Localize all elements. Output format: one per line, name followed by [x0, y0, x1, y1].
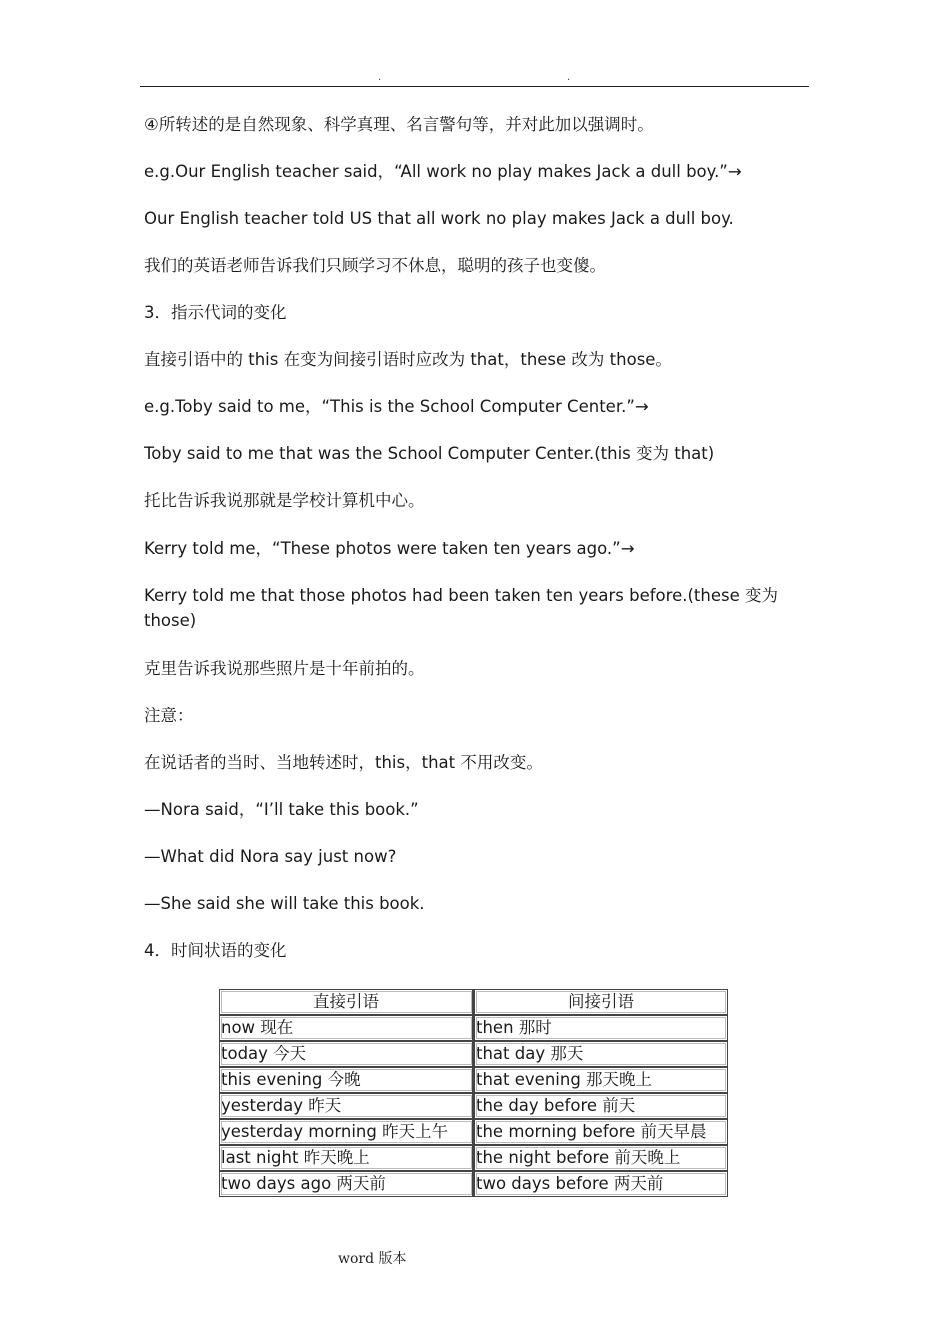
table-row: [219, 1093, 728, 1119]
paragraph: 直接引语中的 this 在变为间接引语时应改为 that，these 改为 those。: [144, 350, 672, 369]
table-cell: that evening 那天晚上: [474, 1067, 728, 1093]
table-cell: now 现在: [219, 1015, 474, 1041]
paragraph: 克里告诉我说那些照片是十年前拍的。: [144, 659, 425, 678]
time-adverbial-table: [219, 989, 728, 1197]
section-heading: 4．时间状语的变化: [144, 941, 287, 960]
header-rule: [140, 86, 809, 87]
dialogue-line: —She said she will take this book.: [144, 894, 425, 913]
table-cell: the night before 前天晚上: [474, 1145, 728, 1171]
paragraph: Kerry told me，“These photos were taken ten years ago.”→: [144, 539, 635, 558]
paragraph: Our English teacher told US that all work no play makes Jack a dull boy.: [144, 209, 734, 228]
header-dot-left: .: [378, 72, 382, 83]
table-cell: the day before 前天: [474, 1093, 728, 1119]
table-header-cell: 间接引语: [474, 989, 728, 1015]
paragraph: e.g.Our English teacher said，“All work no play makes Jack a dull boy.”→: [144, 162, 742, 181]
dialogue-line: —Nora said，“I’ll take this book.”: [144, 800, 419, 819]
note-label: 注意：: [144, 706, 194, 725]
page-footer: word 版本: [338, 1251, 407, 1267]
paragraph: ④所转述的是自然现象、科学真理、名言警句等，并对此加以强调时。: [144, 115, 654, 134]
paragraph: 托比告诉我说那就是学校计算机中心。: [144, 491, 425, 510]
paragraph: 我们的英语老师告诉我们只顾学习不休息，聪明的孩子也变傻。: [144, 256, 606, 275]
paragraph: e.g.Toby said to me，“This is the School Computer Center.”→: [144, 397, 649, 416]
paragraph: Toby said to me that was the School Computer Center.(this 变为 that): [144, 444, 715, 463]
table-cell: the morning before 前天早晨: [474, 1119, 728, 1145]
table-cell: yesterday 昨天: [219, 1093, 474, 1119]
table-row: [219, 1041, 728, 1067]
table-cell: last night 昨天晚上: [219, 1145, 474, 1171]
table-cell: two days before 两天前: [474, 1171, 728, 1197]
table-header-cell: 直接引语: [219, 989, 474, 1015]
table-row: [219, 1145, 728, 1171]
table-row: [219, 1171, 728, 1197]
table-cell: yesterday morning 昨天上午: [219, 1119, 474, 1145]
table-header-row: [219, 989, 728, 1015]
table-cell: that day 那天: [474, 1041, 728, 1067]
table-cell: today 今天: [219, 1041, 474, 1067]
table-row: [219, 1015, 728, 1041]
paragraph: Kerry told me that those photos had been taken ten years before.(these 变为 those): [144, 586, 778, 630]
table-row: [219, 1067, 728, 1093]
paragraph: 在说话者的当时、当地转述时，this，that 不用改变。: [144, 753, 543, 772]
dialogue-line: —What did Nora say just now?: [144, 847, 397, 866]
section-heading: 3．指示代词的变化: [144, 303, 287, 322]
table-cell: this evening 今晚: [219, 1067, 474, 1093]
table-row: [219, 1119, 728, 1145]
header-dot-right: .: [567, 72, 571, 83]
table-cell: two days ago 两天前: [219, 1171, 474, 1197]
table-cell: then 那时: [474, 1015, 728, 1041]
